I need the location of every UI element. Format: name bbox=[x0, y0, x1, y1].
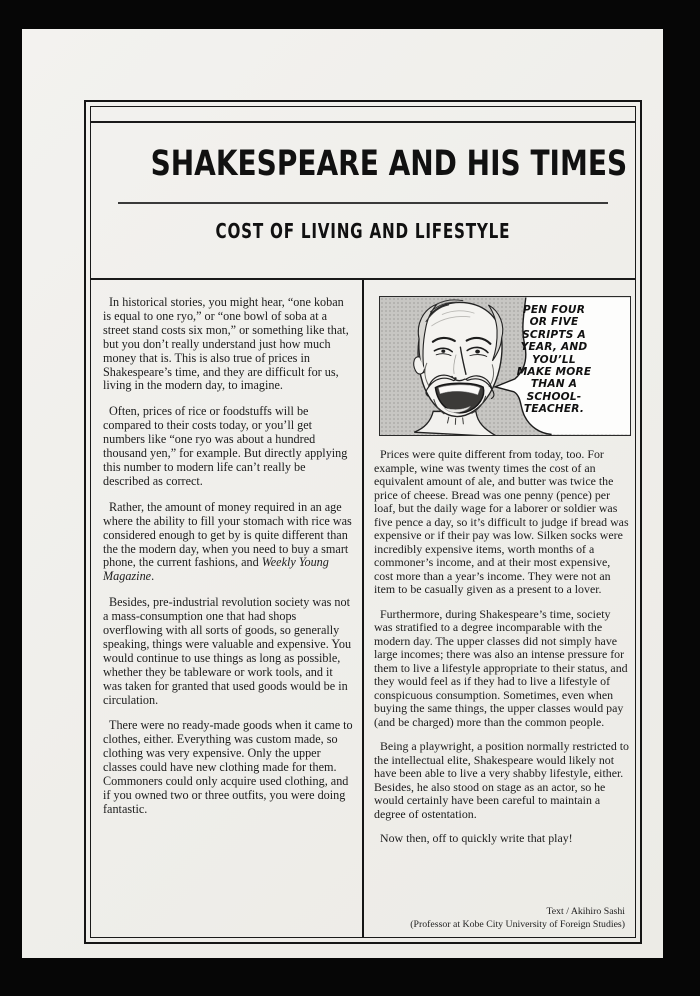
paragraph: Prices were quite different from today, too. For example, wine was twenty times the cost of an equivalent amount of ale, and butter was twice the price of cheese. Bread was one penny (pence) per loaf, but the daily wage for a laborer or soldier was five pence a day, so it’s difficult to judge if bread was expensive or if their pay was low. Silken socks were incredibly expensive items, worth months of a commoner’s income, and at their most expensive, cost more than a year’s income. They were not an item to be casually given as a present to a lover. bbox=[374, 447, 629, 596]
paragraph: Often, prices of rice or foodstuffs will be compared to their costs today, or you’ll get numbers like “one ryo was about a hundred thousand yen,” for example. But directly applying this number to modern life can’t really be described as correct. bbox=[103, 404, 348, 488]
paragraph: Besides, pre-industrial revolution society was not a mass-consumption one that had shops overflowing with all sorts of goods, so generally speaking, things were valuable and expensive. You would continue to use things as long as possible, whether they be tableware or work tools, and it was taken for granted that used goods would be in circulation. bbox=[103, 595, 352, 707]
manga-page bbox=[22, 29, 663, 958]
page-title bbox=[91, 123, 635, 187]
paragraph: Rather, the amount of money required in an age where the ability to fill your stomach with rice was considered enough to get by is quite different than the the modern day, when you need to buy a smart phone, the current fashions, and Weekly Young Magazine. bbox=[103, 499, 352, 584]
paragraph: Now then, off to quickly write that play! bbox=[380, 831, 573, 845]
page-header bbox=[91, 123, 635, 278]
credit-author: Text / Akihiro Sashi bbox=[546, 906, 625, 917]
author-credit bbox=[410, 906, 625, 931]
paragraph: Being a playwright, a position normally restricted to the intellectual elite, Shakespeare would likely not have been able to live a very shabby lifestyle, either. Besides, he also stood on stage as an actor, so he would certainly have been careful to maintain a degree of ostentation. bbox=[374, 739, 629, 821]
page-subtitle bbox=[91, 204, 635, 244]
paragraph: Furthermore, during Shakespeare’s time, society was stratified to a degree incomparable with the modern day. The upper classes did not simply have large incomes; there was also an intense pressure for them to live a lifestyle appropriate to their status, and they would feel as if they had to live a lifestyle of conspicuous consumption. Sometimes, even when buying the same things, the upper classes would pay (and be charged) more than the common people. bbox=[374, 606, 628, 729]
credit-affiliation: (Professor at Kobe City University of Foreign Studies) bbox=[410, 918, 625, 930]
right-column bbox=[364, 280, 635, 938]
page-title-text: SHAKESPEARE AND HIS TIMES bbox=[150, 144, 628, 184]
speech-bubble-text: PEN FOUR OR FIVE SCRIPTS A YEAR, AND YOU’LL MAKE MORE THAN A SCHOOL- TEACHER. bbox=[516, 304, 592, 416]
page-subtitle-text: COST OF LIVING AND LIFESTYLE bbox=[215, 219, 511, 243]
paragraph: In historical stories, you might hear, “one koban is equal to one ryo,” or “one bowl of soba at a street stand costs six mon,” or something like that, but you don’t really understand just how much money that is. This is also true of prices in Shakespeare’s time, and they are difficult for us, living in the modern day, to imagine. bbox=[103, 295, 349, 393]
manga-panel bbox=[379, 296, 631, 436]
paragraph: There were no ready-made goods when it came to clothes, either. Everything was custom made, so clothing was very expensive. Only the upper classes could have new clothing made for them. Commoners could only acquire used clothing, and if you owned two or three outfits, you were doing fantastic. bbox=[103, 718, 353, 816]
right-column-text bbox=[374, 448, 630, 846]
left-column bbox=[91, 280, 362, 938]
